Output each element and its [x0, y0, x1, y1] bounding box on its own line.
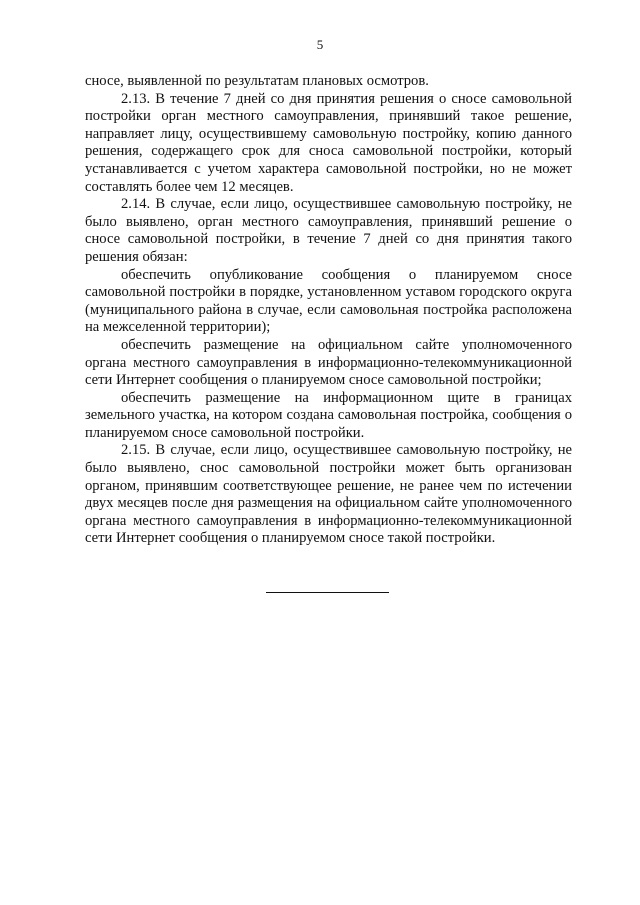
paragraph-continuation: сносе, выявленной по результатам плановых осмотров. — [85, 73, 429, 89]
end-divider-line — [266, 592, 389, 593]
paragraph-2-14-item-publication: обеспечить опубликование сообщения о планируемом сносе самовольной постройки в порядке, установленном уставом городского округа (муниципального района в случае, если самовольная постройка расположена на межселенной территории); — [85, 266, 572, 336]
paragraph-2-15: 2.15. В случае, если лицо, осуществившее самовольную постройку, не было выявлено, снос самовольной постройки может быть организован органом, принявшим соответствующее решение, не ранее чем по истечении двух месяцев после дня размещения на официальном сайте уполномоченного органа местного самоуправления в информационно-телекоммуникационной сети Интернет сообщения о планируемом сносе такой постройки. — [85, 442, 572, 547]
document-body — [85, 73, 572, 548]
page-number: 5 — [316, 37, 324, 52]
paragraph-2-14-item-website: обеспечить размещение на официальном сайте уполномоченного органа местного самоуправления в информационно-телекоммуникационной сети Интернет сообщения о планируемом сносе самовольной постройки; — [85, 336, 572, 389]
paragraph-2-14: 2.14. В случае, если лицо, осуществившее самовольную постройку, не было выявлено, орган местного самоуправления, принявший решение о сносе самовольной постройки, в течение 7 дней со дня принятия такого решения обязан: — [85, 196, 572, 265]
paragraph-2-13: 2.13. В течение 7 дней со дня принятия решения о сносе самовольной постройки орган местного самоуправления, принявший такое решение, направляет лицу, осуществившему самовольную постройку, копию данного решения, содержащего срок для сноса самовольной постройки, который устанавливается с учетом характера самовольной постройки, но не может составлять более чем 12 месяцев. — [85, 90, 572, 195]
paragraph-2-14-item-info-board: обеспечить размещение на информационном щите в границах земельного участка, на котором создана самовольная постройка, сообщения о планируемом сносе самовольной постройки. — [85, 389, 572, 441]
